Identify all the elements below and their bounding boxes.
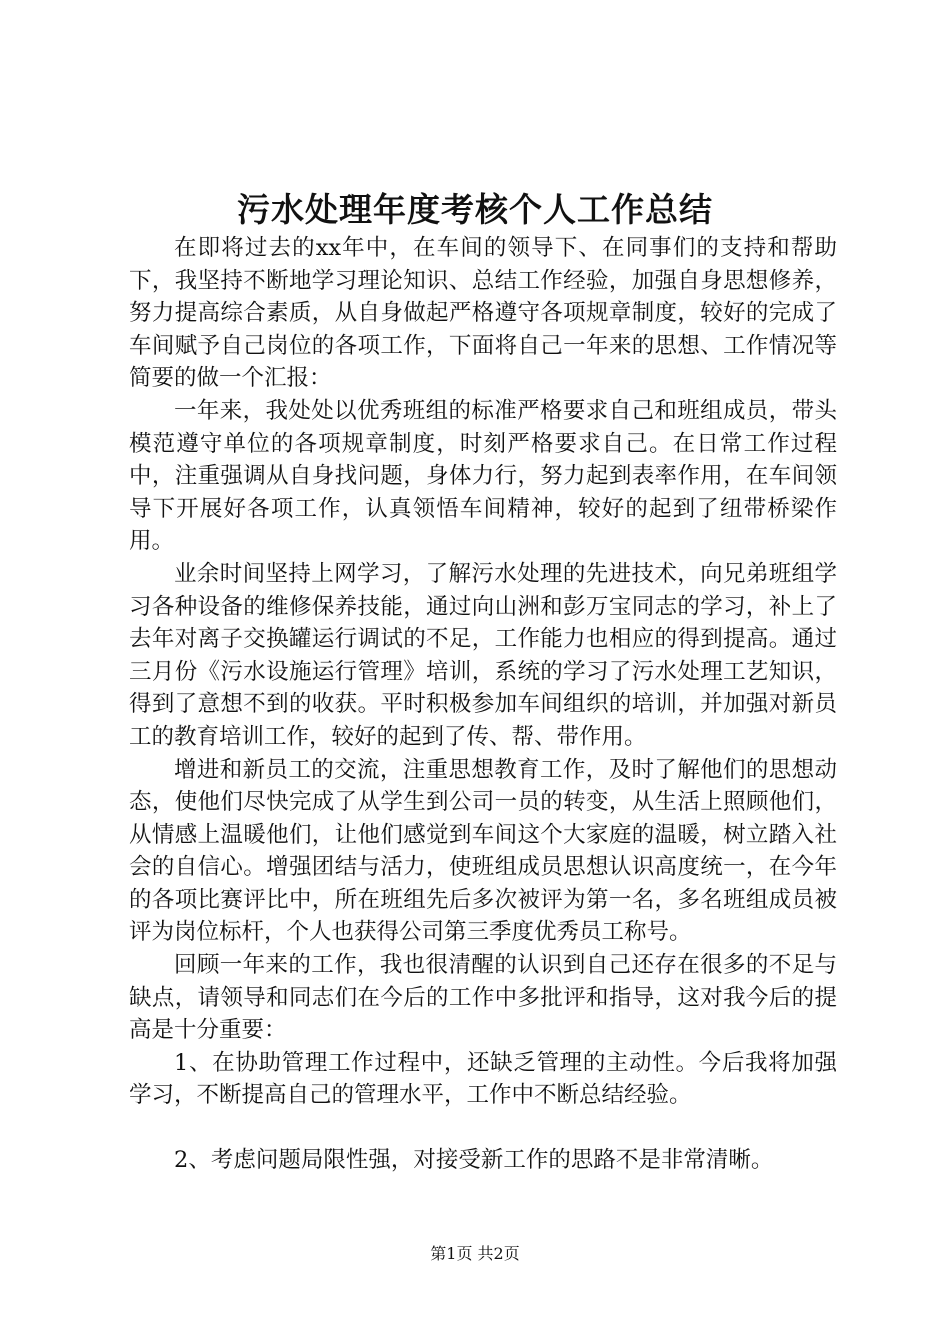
paragraph-learning: 业余时间坚持上网学习，了解污水处理的先进技术，向兄弟班组学习各种设备的维修保养技能，通过向山洲和彭万宝同志的学习，补上了去年对离子交换罐运行调试的不足，工作能力也相应的得到提高。通过三月份《污水设施运行管理》培训，系统的学习了污水处理工艺知识，得到了意想不到的收获。平时积极参加车间组织的培训，并加强对新员工的教育培训工作，较好的起到了传、帮、带作用。 bbox=[129, 560, 837, 750]
paragraph-self-discipline: 一年来，我处处以优秀班组的标准严格要求自己和班组成员，带头模范遵守单位的各项规章制度，时刻严格要求自己。在日常工作过程中，注重强调从自身找问题，身体力行，努力起到表率作用，在车间领导下开展好各项工作，认真领悟车间精神，较好的起到了纽带桥梁作用。 bbox=[129, 397, 837, 555]
list-item-2: 2、考虑问题局限性强，对接受新工作的思路不是非常清晰。 bbox=[174, 1147, 774, 1174]
paragraph-review: 回顾一年来的工作，我也很清醒的认识到自己还存在很多的不足与缺点，请领导和同志们在今后的工作中多批评和指导，这对我今后的提高是十分重要： bbox=[129, 952, 837, 1044]
document-title: 污水处理年度考核个人工作总结 bbox=[237, 190, 713, 229]
page-footer: 第1页 共2页 bbox=[430, 1244, 520, 1263]
paragraph-new-staff: 增进和新员工的交流，注重思想教育工作，及时了解他们的思想动态，使他们尽快完成了从学生到公司一员的转变，从生活上照顾他们，从情感上温暖他们，让他们感觉到车间这个大家庭的温暖，树立踏入社会的自信心。增强团结与活力，使班组成员思想认识高度统一，在今年的各项比赛评比中，所在班组先后多次被评为第一名，多名班组成员被评为岗位标杆，个人也获得公司第三季度优秀员工称号。 bbox=[129, 756, 837, 946]
document-body bbox=[129, 232, 837, 1177]
list-item-1: 1、在协助管理工作过程中，还缺乏管理的主动性。今后我将加强学习，不断提高自己的管理水平，工作中不断总结经验。 bbox=[129, 1049, 837, 1109]
paragraph-intro: 在即将过去的xx年中，在车间的领导下、在同事们的支持和帮助下，我坚持不断地学习理论知识、总结工作经验，加强自身思想修养，努力提高综合素质，从自身做起严格遵守各项规章制度，较好的完成了车间赋予自己岗位的各项工作，下面将自己一年来的思想、工作情况等简要的做一个汇报： bbox=[129, 235, 837, 392]
